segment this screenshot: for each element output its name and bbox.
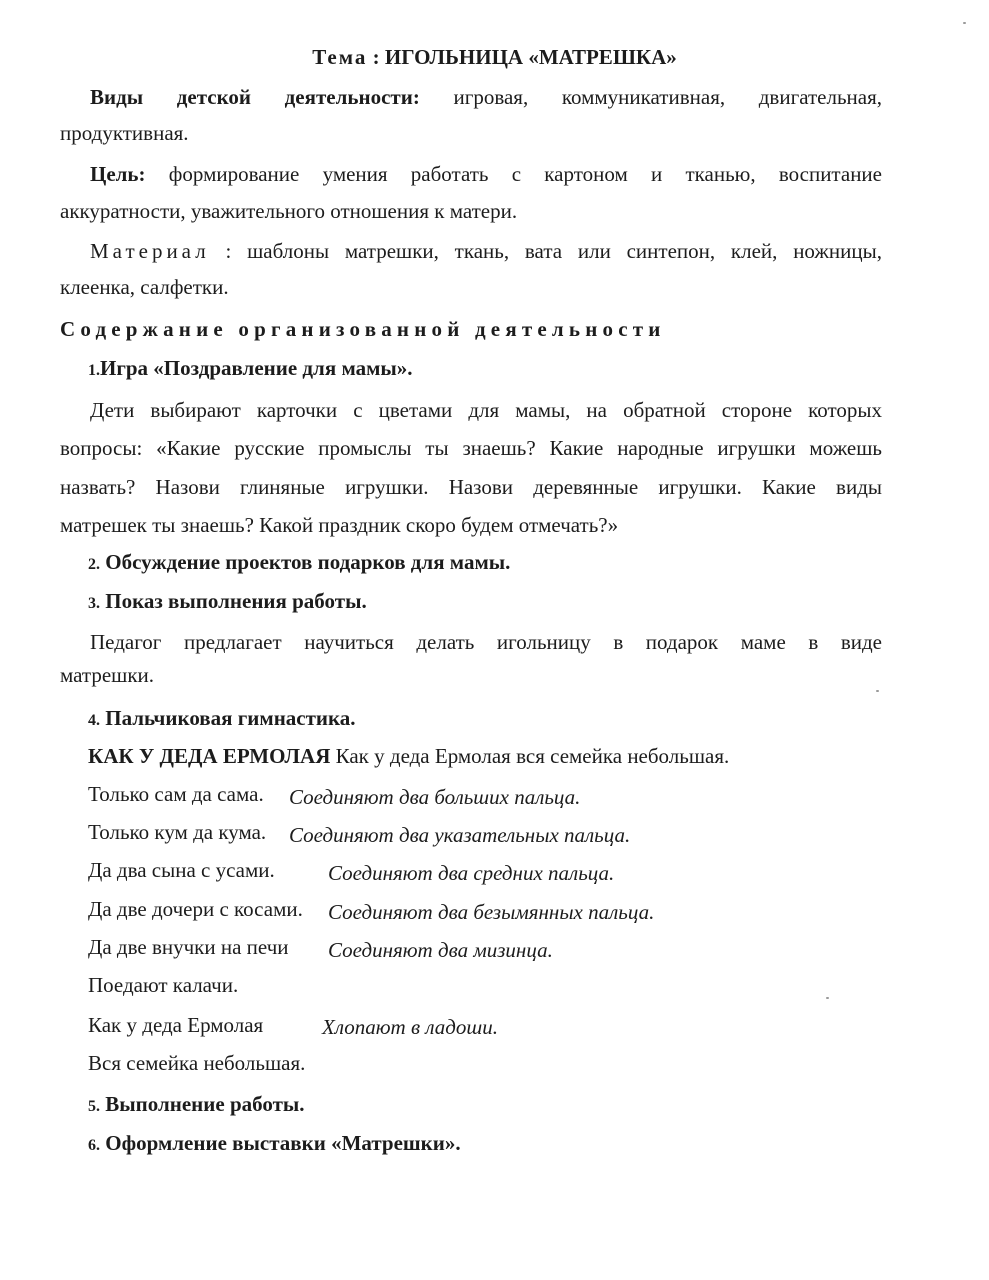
page-title bbox=[0, 44, 989, 70]
activities-label: Виды детской деятельности: bbox=[90, 85, 420, 109]
material-text1: : шаблоны матрешки, ткань, вата или синтепон, клей, ножницы, bbox=[209, 239, 882, 263]
poem-heading: КАК У ДЕДА ЕРМОЛАЯ bbox=[88, 744, 331, 768]
poem-action: Соединяют два больших пальца. bbox=[289, 785, 581, 809]
section-title: Игра «Поздравление для мамы». bbox=[100, 356, 413, 380]
section-number: 2. bbox=[88, 556, 100, 573]
section-1-heading bbox=[88, 355, 413, 384]
section-number: 4. bbox=[88, 712, 100, 729]
poem-heading-rest: Как у деда Ермолая вся семейка небольшая. bbox=[330, 744, 730, 768]
activities-line1 bbox=[60, 84, 882, 110]
scan-speck bbox=[963, 22, 966, 24]
poem-line: Вся семейка небольшая. bbox=[88, 1051, 306, 1075]
game-text-line4: матрешек ты знаешь? Какой праздник скоро будем отмечать?» bbox=[60, 513, 619, 537]
poem-action: Хлопают в ладоши. bbox=[322, 1015, 498, 1039]
section-number: 6. bbox=[88, 1137, 100, 1154]
goal-line2: аккуратности, уважительного отношения к матери. bbox=[60, 199, 518, 223]
activities-text1: игровая, коммуникативная, двигательная, bbox=[419, 85, 882, 109]
section-number: 1. bbox=[88, 362, 100, 379]
goal-label: Цель: bbox=[90, 162, 146, 186]
title-separator: : bbox=[367, 45, 385, 69]
poem-line: Поедают калачи. bbox=[88, 973, 239, 997]
section-title: Пальчиковая гимнастика. bbox=[105, 706, 356, 730]
poem-action: Соединяют два мизинца. bbox=[328, 938, 553, 962]
game-text-line2: вопросы: «Какие русские промыслы ты знаешь? Какие народные игрушки можешь bbox=[60, 436, 882, 460]
title-label: Тема bbox=[312, 45, 368, 69]
section-title: Показ выполнения работы. bbox=[105, 589, 367, 613]
section-5-heading bbox=[88, 1091, 305, 1120]
poem-line: Только кум да кума. bbox=[88, 820, 267, 844]
poem-line: Как у деда Ермолая bbox=[88, 1013, 264, 1037]
section-3-heading bbox=[88, 588, 367, 617]
scan-speck bbox=[876, 690, 879, 692]
activities-line2: продуктивная. bbox=[60, 121, 189, 145]
section-title: Выполнение работы. bbox=[105, 1092, 305, 1116]
poem-action: Соединяют два безымянных пальца. bbox=[328, 900, 655, 924]
section-2-heading bbox=[88, 549, 510, 578]
poem-line: Только сам да сама. bbox=[88, 782, 264, 806]
poem-line: Да две дочери с косами. bbox=[88, 897, 303, 921]
title-text: ИГОЛЬНИЦА «МАТРЕШКА» bbox=[384, 45, 677, 69]
section-number: 3. bbox=[88, 595, 100, 612]
material-line1 bbox=[60, 238, 882, 264]
scan-speck bbox=[826, 997, 829, 999]
poem-line: Да две внучки на печи bbox=[88, 935, 289, 959]
poem-heading-line bbox=[88, 743, 729, 769]
section-4-heading bbox=[88, 705, 356, 734]
goal-line1 bbox=[60, 161, 882, 187]
content-heading: Содержание организованной деятельности bbox=[60, 317, 666, 341]
game-text-line3: назвать? Назови глиняные игрушки. Назови деревянные игрушки. Какие виды bbox=[60, 475, 882, 499]
demo-text-line2: матрешки. bbox=[60, 663, 155, 687]
demo-text-line1: Педагог предлагает научиться делать игольницу в подарок маме в виде bbox=[90, 630, 882, 654]
section-6-heading bbox=[88, 1130, 461, 1159]
material-label: Материал bbox=[90, 239, 210, 263]
section-number: 5. bbox=[88, 1098, 100, 1115]
section-title: Оформление выставки «Матрешки». bbox=[105, 1131, 461, 1155]
poem-action: Соединяют два средних пальца. bbox=[328, 861, 615, 885]
material-line2: клеенка, салфетки. bbox=[60, 275, 229, 299]
poem-line: Да два сына с усами. bbox=[88, 858, 275, 882]
goal-text1: формирование умения работать с картоном и тканью, воспитание bbox=[145, 162, 882, 186]
section-title: Обсуждение проектов подарков для мамы. bbox=[105, 550, 511, 574]
poem-action: Соединяют два указательных пальца. bbox=[289, 823, 631, 847]
game-text-line1: Дети выбирают карточки с цветами для мамы, на обратной стороне которых bbox=[90, 398, 882, 422]
